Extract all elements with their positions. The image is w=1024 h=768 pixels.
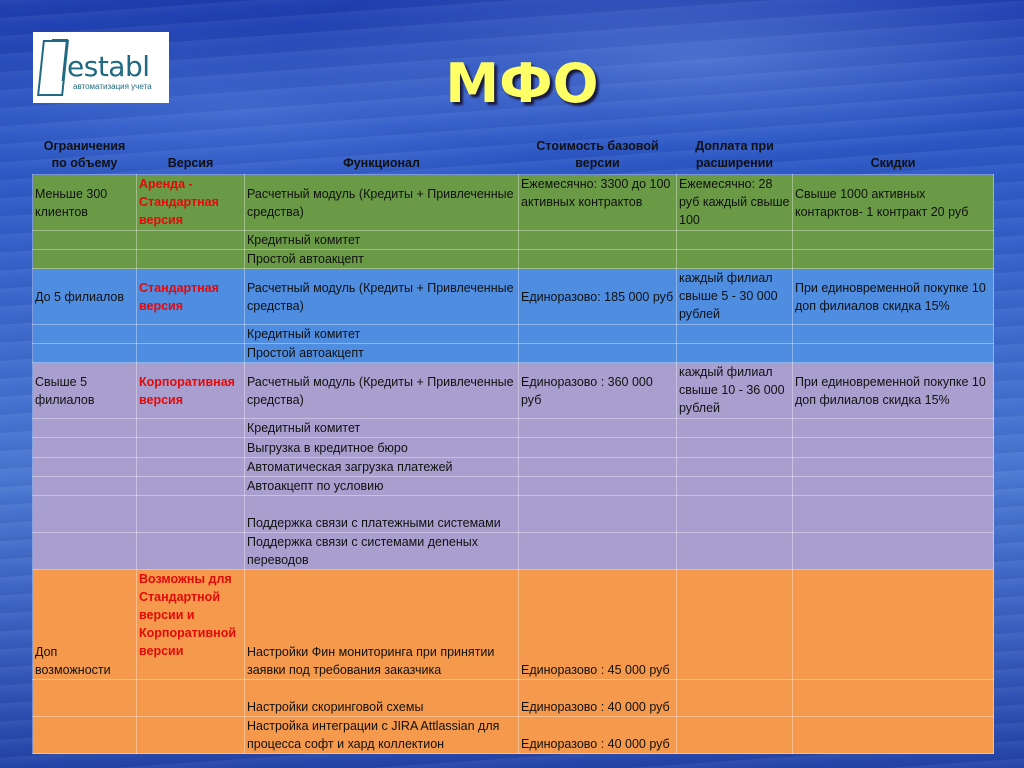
price-cell: Ежемесячно: 3300 до 100 активных контрактов	[519, 175, 677, 231]
price-cell: Единоразово : 40 000 руб	[519, 680, 677, 717]
feature-cell: Настройки Фин мониторинга при принятии заявки под требования заказчика	[245, 570, 519, 680]
version-cell	[137, 496, 245, 533]
header-features: Функционал	[343, 156, 420, 170]
table-row	[33, 533, 994, 570]
table-row	[33, 175, 994, 231]
version-cell: Аренда - Стандартная версия	[137, 175, 245, 231]
extra-cost-cell	[677, 477, 793, 496]
limit-cell	[33, 477, 137, 496]
version-cell	[137, 477, 245, 496]
discount-cell	[793, 680, 994, 717]
discount-cell	[793, 533, 994, 570]
version-cell: Возможны для Стандартной версии и Корпоративной версии	[137, 570, 245, 680]
price-cell	[519, 344, 677, 363]
discount-cell	[793, 438, 994, 458]
page-title: МФО	[445, 52, 599, 115]
header-base-price: Стоимость базовой версии	[536, 139, 659, 170]
table-row	[33, 496, 994, 533]
extra-cost-cell	[677, 438, 793, 458]
table-row	[33, 570, 994, 680]
feature-cell: Выгрузка в кредитное бюро	[245, 438, 519, 458]
extra-cost-cell	[677, 231, 793, 250]
feature-cell: Настройка интеграции с JIRA Attlassian для процесса софт и хард коллектион	[245, 717, 519, 754]
price-cell: Единоразово: 185 000 руб	[519, 269, 677, 325]
version-cell	[137, 419, 245, 438]
feature-cell: Поддержка связи с платежными системами	[245, 496, 519, 533]
limit-cell	[33, 458, 137, 477]
logo-word: establ	[67, 50, 150, 83]
table-row	[33, 231, 994, 250]
feature-cell: Расчетный модуль (Кредиты + Привлеченные средства)	[245, 175, 519, 231]
price-cell	[519, 250, 677, 269]
feature-cell: Кредитный комитет	[245, 231, 519, 250]
price-cell	[519, 458, 677, 477]
group-extras	[33, 570, 994, 754]
extra-cost-cell: каждый филиал свыше 5 - 30 000 рублей	[677, 269, 793, 325]
extra-cost-cell	[677, 717, 793, 754]
table-row	[33, 419, 994, 438]
limit-cell	[33, 496, 137, 533]
discount-cell	[793, 570, 994, 680]
price-cell: Единоразово : 40 000 руб	[519, 717, 677, 754]
table-row	[33, 477, 994, 496]
limit-cell	[33, 717, 137, 754]
discount-cell	[793, 458, 994, 477]
version-cell	[137, 533, 245, 570]
limit-cell	[33, 680, 137, 717]
header-version: Версия	[167, 156, 214, 170]
limit-cell: Свыше 5 филиалов	[33, 363, 137, 419]
pricing-table	[32, 136, 994, 754]
feature-cell: Кредитный комитет	[245, 419, 519, 438]
feature-cell: Простой автоакцепт	[245, 344, 519, 363]
limit-cell	[33, 231, 137, 250]
logo-subtitle: автоматизация учета	[73, 82, 152, 91]
price-cell	[519, 438, 677, 458]
header-limit: Ограничения по объему	[43, 139, 126, 170]
version-cell	[137, 717, 245, 754]
discount-cell	[793, 344, 994, 363]
feature-cell: Простой автоакцепт	[245, 250, 519, 269]
discount-cell	[793, 477, 994, 496]
discount-cell: Свыше 1000 активных контарктов- 1 контракт 20 руб	[793, 175, 994, 231]
version-cell	[137, 458, 245, 477]
extra-cost-cell	[677, 496, 793, 533]
extra-cost-cell	[677, 344, 793, 363]
extra-cost-cell	[677, 325, 793, 344]
table-row	[33, 717, 994, 754]
price-cell	[519, 533, 677, 570]
table-row	[33, 250, 994, 269]
extra-cost-cell	[677, 570, 793, 680]
extra-cost-cell: каждый филиал свыше 10 - 36 000 рублей	[677, 363, 793, 419]
header-extra-cost: Доплата при расширении	[695, 139, 774, 170]
limit-cell: Меньше 300 клиентов	[33, 175, 137, 231]
table-row	[33, 680, 994, 717]
limit-cell	[33, 325, 137, 344]
discount-cell: При единовременной покупке 10 доп филиалов скидка 15%	[793, 363, 994, 419]
limit-cell	[33, 250, 137, 269]
group-corporate	[33, 363, 994, 570]
version-cell	[137, 438, 245, 458]
extra-cost-cell: Ежемесячно: 28 руб каждый свыше 100	[677, 175, 793, 231]
version-cell: Стандартная версия	[137, 269, 245, 325]
feature-cell: Кредитный комитет	[245, 325, 519, 344]
version-cell: Корпоративная версия	[137, 363, 245, 419]
version-cell	[137, 325, 245, 344]
group-rental-standard	[33, 175, 994, 269]
limit-cell	[33, 438, 137, 458]
price-cell	[519, 496, 677, 533]
table-row	[33, 344, 994, 363]
price-cell	[519, 419, 677, 438]
version-cell	[137, 680, 245, 717]
limit-cell	[33, 419, 137, 438]
price-cell	[519, 231, 677, 250]
table-row	[33, 363, 994, 419]
feature-cell: Расчетный модуль (Кредиты + Привлеченные средства)	[245, 363, 519, 419]
extra-cost-cell	[677, 419, 793, 438]
table-row	[33, 458, 994, 477]
version-cell	[137, 250, 245, 269]
table-header-row	[33, 136, 994, 175]
table-row	[33, 269, 994, 325]
discount-cell	[793, 250, 994, 269]
extra-cost-cell	[677, 680, 793, 717]
feature-cell: Расчетный модуль (Кредиты + Привлеченные средства)	[245, 269, 519, 325]
limit-cell	[33, 533, 137, 570]
limit-cell	[33, 344, 137, 363]
discount-cell: При единовременной покупке 10 доп филиалов скидка 15%	[793, 269, 994, 325]
discount-cell	[793, 325, 994, 344]
version-cell	[137, 231, 245, 250]
price-cell: Единоразово : 45 000 руб	[519, 570, 677, 680]
header-discounts: Скидки	[870, 156, 916, 170]
feature-cell: Поддержка связи с системами деneных переводов	[245, 533, 519, 570]
price-cell: Единоразово : 360 000 руб	[519, 363, 677, 419]
price-cell	[519, 477, 677, 496]
feature-cell: Автоакцепт по условию	[245, 477, 519, 496]
extra-cost-cell	[677, 250, 793, 269]
group-standard	[33, 269, 994, 363]
feature-cell: Автоматическая загрузка платежей	[245, 458, 519, 477]
feature-cell: Настройки скоринговой схемы	[245, 680, 519, 717]
table-row	[33, 325, 994, 344]
extra-cost-cell	[677, 458, 793, 477]
version-cell	[137, 344, 245, 363]
table-row	[33, 438, 994, 458]
price-cell	[519, 325, 677, 344]
limit-cell: Доп возможности	[33, 570, 137, 680]
discount-cell	[793, 419, 994, 438]
extra-cost-cell	[677, 533, 793, 570]
limit-cell: До 5 филиалов	[33, 269, 137, 325]
discount-cell	[793, 717, 994, 754]
discount-cell	[793, 231, 994, 250]
discount-cell	[793, 496, 994, 533]
